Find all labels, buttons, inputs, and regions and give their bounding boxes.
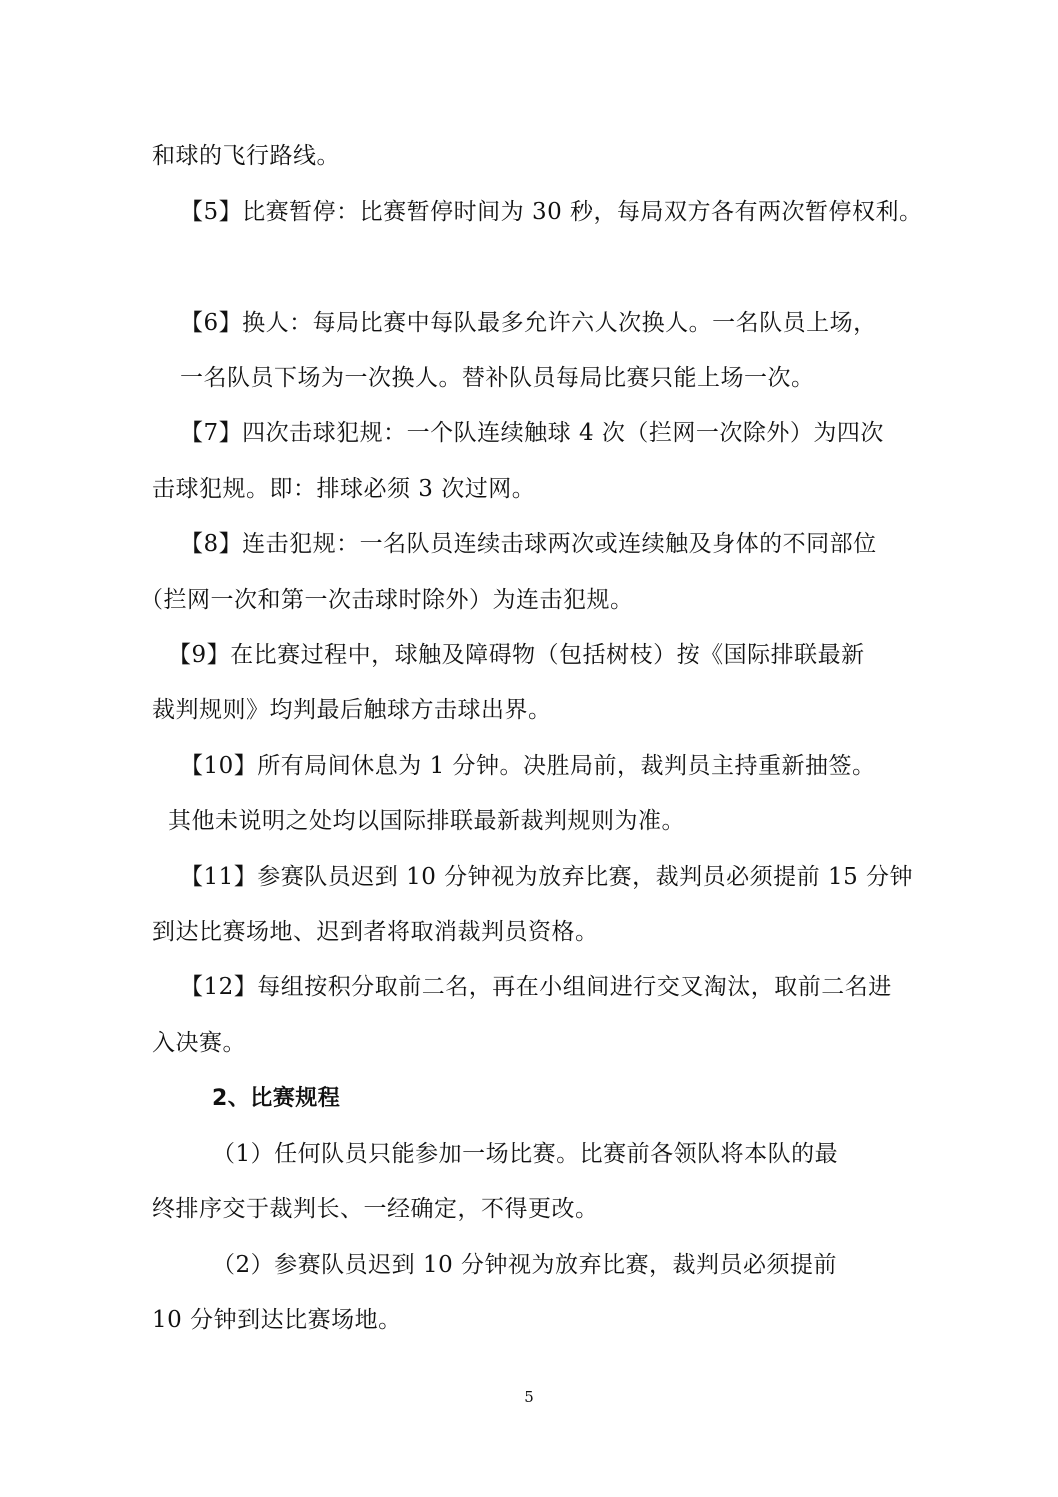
text-line-1: 和球的飞行路线。 — [152, 143, 340, 169]
procedure-2-line-1: （2）参赛队员迟到 10 分钟视为放弃比赛，裁判员必须提前 — [212, 1252, 838, 1278]
rule-7-line-1: 【7】四次击球犯规：一个队连续触球 4 次（拦网一次除外）为四次 — [180, 420, 884, 446]
rule-10-line-2: 其他未说明之处均以国际排联最新裁判规则为准。 — [168, 808, 685, 834]
procedure-1-line-2: 终排序交于裁判长、一经确定，不得更改。 — [152, 1196, 599, 1222]
rule-9-line-1: 【9】在比赛过程中，球触及障碍物（包括树枝）按《国际排联最新 — [168, 642, 865, 668]
rule-11-line-1: 【11】参赛队员迟到 10 分钟视为放弃比赛，裁判员必须提前 15 分钟 — [180, 864, 914, 890]
procedure-2-line-2: 10 分钟到达比赛场地。 — [152, 1307, 402, 1333]
rule-7-line-2: 击球犯规。即：排球必须 3 次过网。 — [152, 476, 536, 502]
section-heading: 2、比赛规程 — [212, 1086, 341, 1111]
rule-6-line-2: 一名队员下场为一次换人。替补队员每局比赛只能上场一次。 — [180, 365, 815, 391]
rule-10-line-1: 【10】所有局间休息为 1 分钟。决胜局前，裁判员主持重新抽签。 — [180, 753, 876, 779]
rule-5-line: 【5】比赛暂停：比赛暂停时间为 30 秒，每局双方各有两次暂停权利。 — [180, 199, 923, 225]
rule-8-line-2: （拦网一次和第一次击球时除外）为连击犯规。 — [140, 587, 634, 613]
rule-8-line-1: 【8】连击犯规：一名队员连续击球两次或连续触及身体的不同部位 — [180, 531, 877, 557]
rule-12-line-2: 入决赛。 — [152, 1030, 246, 1056]
rule-6-line-1: 【6】换人：每局比赛中每队最多允许六人次换人。一名队员上场， — [180, 310, 877, 336]
procedure-1-line-1: （1）任何队员只能参加一场比赛。比赛前各领队将本队的最 — [212, 1141, 839, 1167]
rule-9-line-2: 裁判规则》均判最后触球方击球出界。 — [152, 697, 552, 723]
rule-11-line-2: 到达比赛场地、迟到者将取消裁判员资格。 — [152, 919, 599, 945]
page-number: 5 — [524, 1388, 534, 1406]
rule-12-line-1: 【12】每组按积分取前二名，再在小组间进行交叉淘汰，取前二名进 — [180, 974, 892, 1000]
